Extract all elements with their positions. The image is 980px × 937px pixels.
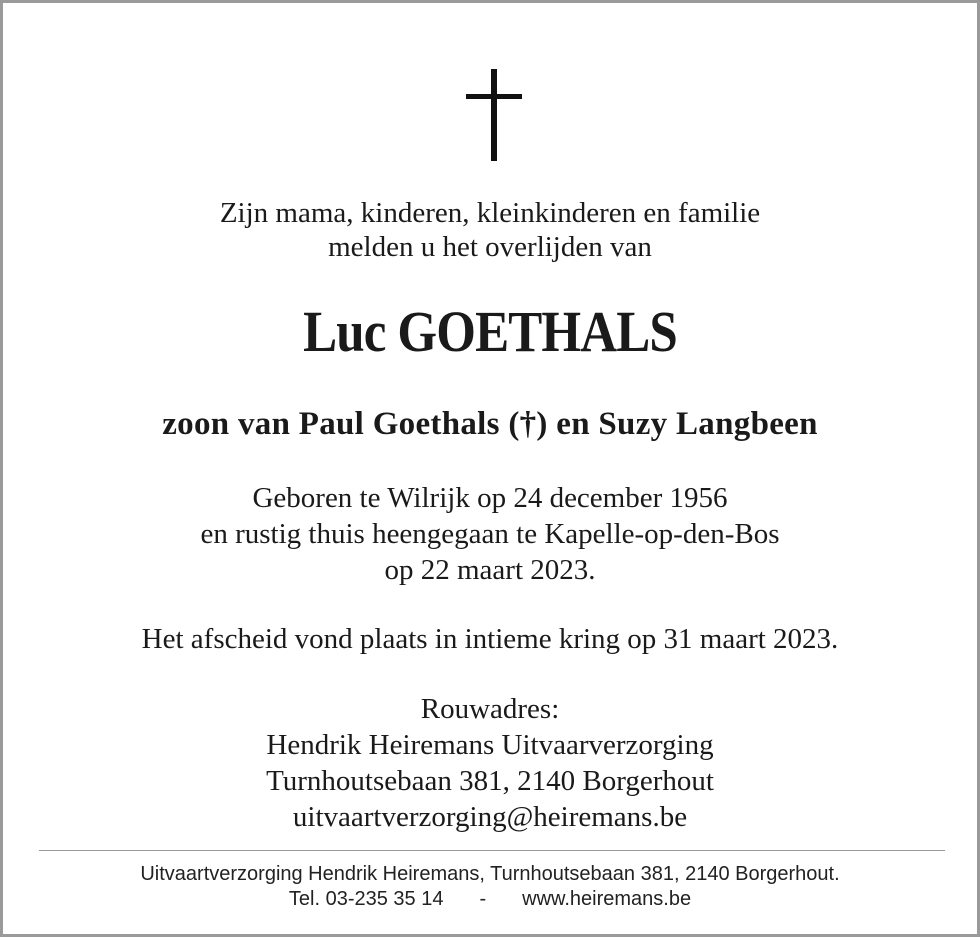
mourning-address-street: Turnhoutsebaan 381, 2140 Borgerhout [266,765,714,797]
footer-contact-line [3,887,977,911]
deceased-name: Luc GOETHALS [303,299,677,364]
mourning-address-company: Hendrik Heiremans Uitvaarverzorging [266,729,714,761]
cross-icon [466,69,522,161]
footer-website: www.heiremans.be [522,888,692,910]
intro-line-2: melden u het overlijden van [328,231,652,263]
farewell-line: Het afscheid vond plaats in intieme kring op 31 maart 2023. [141,623,839,655]
footer-divider [39,850,945,851]
footer-separator: - [479,888,487,910]
mourning-address-email: uitvaartverzorging@heiremans.be [292,801,688,833]
death-line: en rustig thuis heengegaan te Kapelle-op-den-Bos [200,518,780,550]
footer-company-line: Uitvaartverzorging Hendrik Heiremans, Turnhoutsebaan 381, 2140 Borgerhout. [140,863,840,885]
mourning-address-label: Rouwadres: [420,693,560,725]
intro-line-1: Zijn mama, kinderen, kleinkinderen en familie [219,197,761,229]
birth-line: Geboren te Wilrijk op 24 december 1956 [252,482,728,514]
parents-line: zoon van Paul Goethals (†) en Suzy Langbeen [162,406,818,442]
death-date-line: op 22 maart 2023. [384,554,596,586]
footer-phone: Tel. 03-235 35 14 [288,888,444,910]
